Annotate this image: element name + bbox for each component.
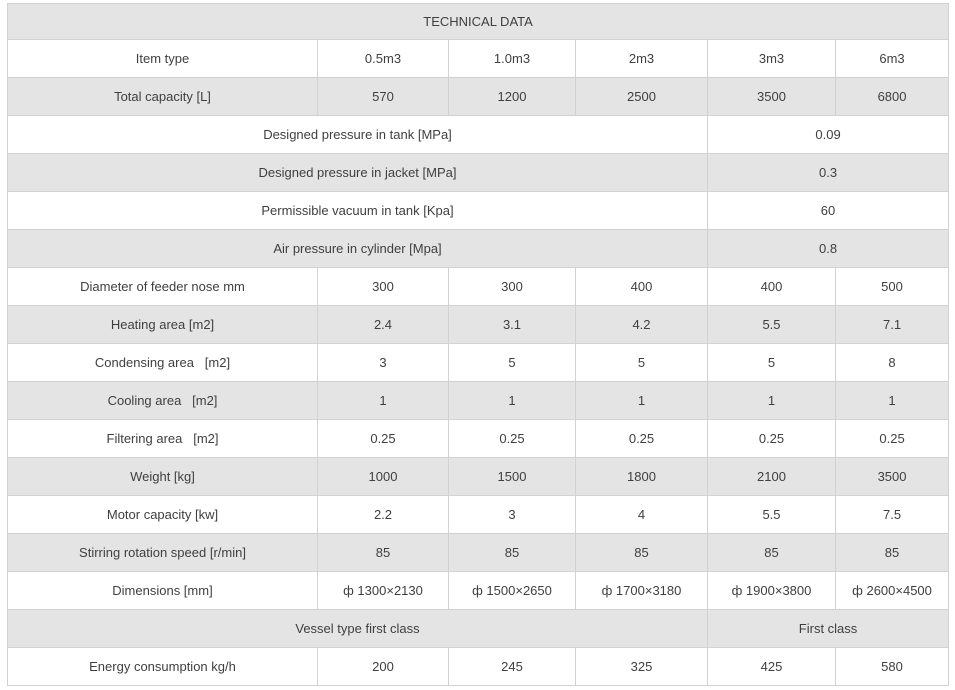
table-cell: 400 bbox=[576, 268, 708, 306]
table-row bbox=[8, 610, 949, 648]
table-cell: 0.3 bbox=[708, 154, 949, 192]
table-row bbox=[8, 572, 949, 610]
table-cell: 1 bbox=[449, 382, 576, 420]
table-cell: 85 bbox=[576, 534, 708, 572]
table-cell: 1 bbox=[318, 382, 449, 420]
table-cell: 500 bbox=[836, 268, 949, 306]
table-cell: 0.25 bbox=[708, 420, 836, 458]
table-cell: 1800 bbox=[576, 458, 708, 496]
table-cell: ф 1700×3180 bbox=[576, 572, 708, 610]
row-label: Filtering area [m2] bbox=[8, 420, 318, 458]
row-label: Weight [kg] bbox=[8, 458, 318, 496]
table-cell: 6m3 bbox=[836, 40, 949, 78]
row-label: Designed pressure in tank [MPa] bbox=[8, 116, 708, 154]
table-row bbox=[8, 496, 949, 534]
table-row bbox=[8, 458, 949, 496]
table-cell: 300 bbox=[449, 268, 576, 306]
table-cell: ф 2600×4500 bbox=[836, 572, 949, 610]
table-cell: 5 bbox=[576, 344, 708, 382]
table-cell: 85 bbox=[836, 534, 949, 572]
table-row bbox=[8, 78, 949, 116]
table-cell: 5.5 bbox=[708, 306, 836, 344]
table-row bbox=[8, 268, 949, 306]
table-cell: 0.25 bbox=[449, 420, 576, 458]
table-cell: 5 bbox=[708, 344, 836, 382]
table-cell: 8 bbox=[836, 344, 949, 382]
row-label: Total capacity [L] bbox=[8, 78, 318, 116]
table-cell: 200 bbox=[318, 648, 449, 686]
table-cell: 7.1 bbox=[836, 306, 949, 344]
table-cell: 0.25 bbox=[836, 420, 949, 458]
table-cell: 4 bbox=[576, 496, 708, 534]
row-label: Air pressure in cylinder [Mpa] bbox=[8, 230, 708, 268]
row-label: Permissible vacuum in tank [Kpa] bbox=[8, 192, 708, 230]
table-cell: ф 1500×2650 bbox=[449, 572, 576, 610]
row-label: Energy consumption kg/h bbox=[8, 648, 318, 686]
table-cell: First class bbox=[708, 610, 949, 648]
table-cell: 2100 bbox=[708, 458, 836, 496]
table-cell: 2.4 bbox=[318, 306, 449, 344]
table-cell: 1 bbox=[836, 382, 949, 420]
table-cell: 5 bbox=[449, 344, 576, 382]
table-cell: 0.25 bbox=[576, 420, 708, 458]
table-cell: 325 bbox=[576, 648, 708, 686]
table-row bbox=[8, 344, 949, 382]
table-row bbox=[8, 40, 949, 78]
table-row bbox=[8, 116, 949, 154]
row-label: Item type bbox=[8, 40, 318, 78]
table-cell: 3500 bbox=[708, 78, 836, 116]
table-cell: 0.8 bbox=[708, 230, 949, 268]
table-cell: 300 bbox=[318, 268, 449, 306]
table-cell: 570 bbox=[318, 78, 449, 116]
table-cell: 5.5 bbox=[708, 496, 836, 534]
table-cell: 85 bbox=[708, 534, 836, 572]
row-label: Dimensions [mm] bbox=[8, 572, 318, 610]
table-cell: ф 1900×3800 bbox=[708, 572, 836, 610]
table-cell: 1200 bbox=[449, 78, 576, 116]
table-row bbox=[8, 382, 949, 420]
table-cell: 2500 bbox=[576, 78, 708, 116]
table-cell: 245 bbox=[449, 648, 576, 686]
table-cell: 425 bbox=[708, 648, 836, 686]
table-cell: 4.2 bbox=[576, 306, 708, 344]
table-cell: 1500 bbox=[449, 458, 576, 496]
table-cell: 2m3 bbox=[576, 40, 708, 78]
table-row bbox=[8, 192, 949, 230]
table-cell: 1000 bbox=[318, 458, 449, 496]
technical-data-table bbox=[7, 3, 949, 686]
table-title-row bbox=[8, 4, 949, 40]
table-cell: 1.0m3 bbox=[449, 40, 576, 78]
row-label: Diameter of feeder nose mm bbox=[8, 268, 318, 306]
table-row bbox=[8, 648, 949, 686]
table-cell: 1 bbox=[576, 382, 708, 420]
table-cell: 400 bbox=[708, 268, 836, 306]
table-cell: 1 bbox=[708, 382, 836, 420]
table-cell: 0.09 bbox=[708, 116, 949, 154]
table-title: TECHNICAL DATA bbox=[8, 4, 949, 40]
table-row bbox=[8, 306, 949, 344]
row-label: Vessel type first class bbox=[8, 610, 708, 648]
table-cell: 3500 bbox=[836, 458, 949, 496]
table-row bbox=[8, 534, 949, 572]
row-label: Motor capacity [kw] bbox=[8, 496, 318, 534]
table-cell: 6800 bbox=[836, 78, 949, 116]
table-row bbox=[8, 154, 949, 192]
table-cell: 0.5m3 bbox=[318, 40, 449, 78]
table-cell: ф 1300×2130 bbox=[318, 572, 449, 610]
table-cell: 3 bbox=[449, 496, 576, 534]
table-cell: 3m3 bbox=[708, 40, 836, 78]
table-cell: 3 bbox=[318, 344, 449, 382]
table-cell: 0.25 bbox=[318, 420, 449, 458]
table-row bbox=[8, 420, 949, 458]
table-cell: 3.1 bbox=[449, 306, 576, 344]
row-label: Cooling area [m2] bbox=[8, 382, 318, 420]
table-cell: 580 bbox=[836, 648, 949, 686]
table-row bbox=[8, 230, 949, 268]
table-cell: 60 bbox=[708, 192, 949, 230]
table-cell: 7.5 bbox=[836, 496, 949, 534]
row-label: Heating area [m2] bbox=[8, 306, 318, 344]
table-cell: 85 bbox=[318, 534, 449, 572]
table-cell: 85 bbox=[449, 534, 576, 572]
table-cell: 2.2 bbox=[318, 496, 449, 534]
row-label: Condensing area [m2] bbox=[8, 344, 318, 382]
row-label: Designed pressure in jacket [MPa] bbox=[8, 154, 708, 192]
row-label: Stirring rotation speed [r/min] bbox=[8, 534, 318, 572]
